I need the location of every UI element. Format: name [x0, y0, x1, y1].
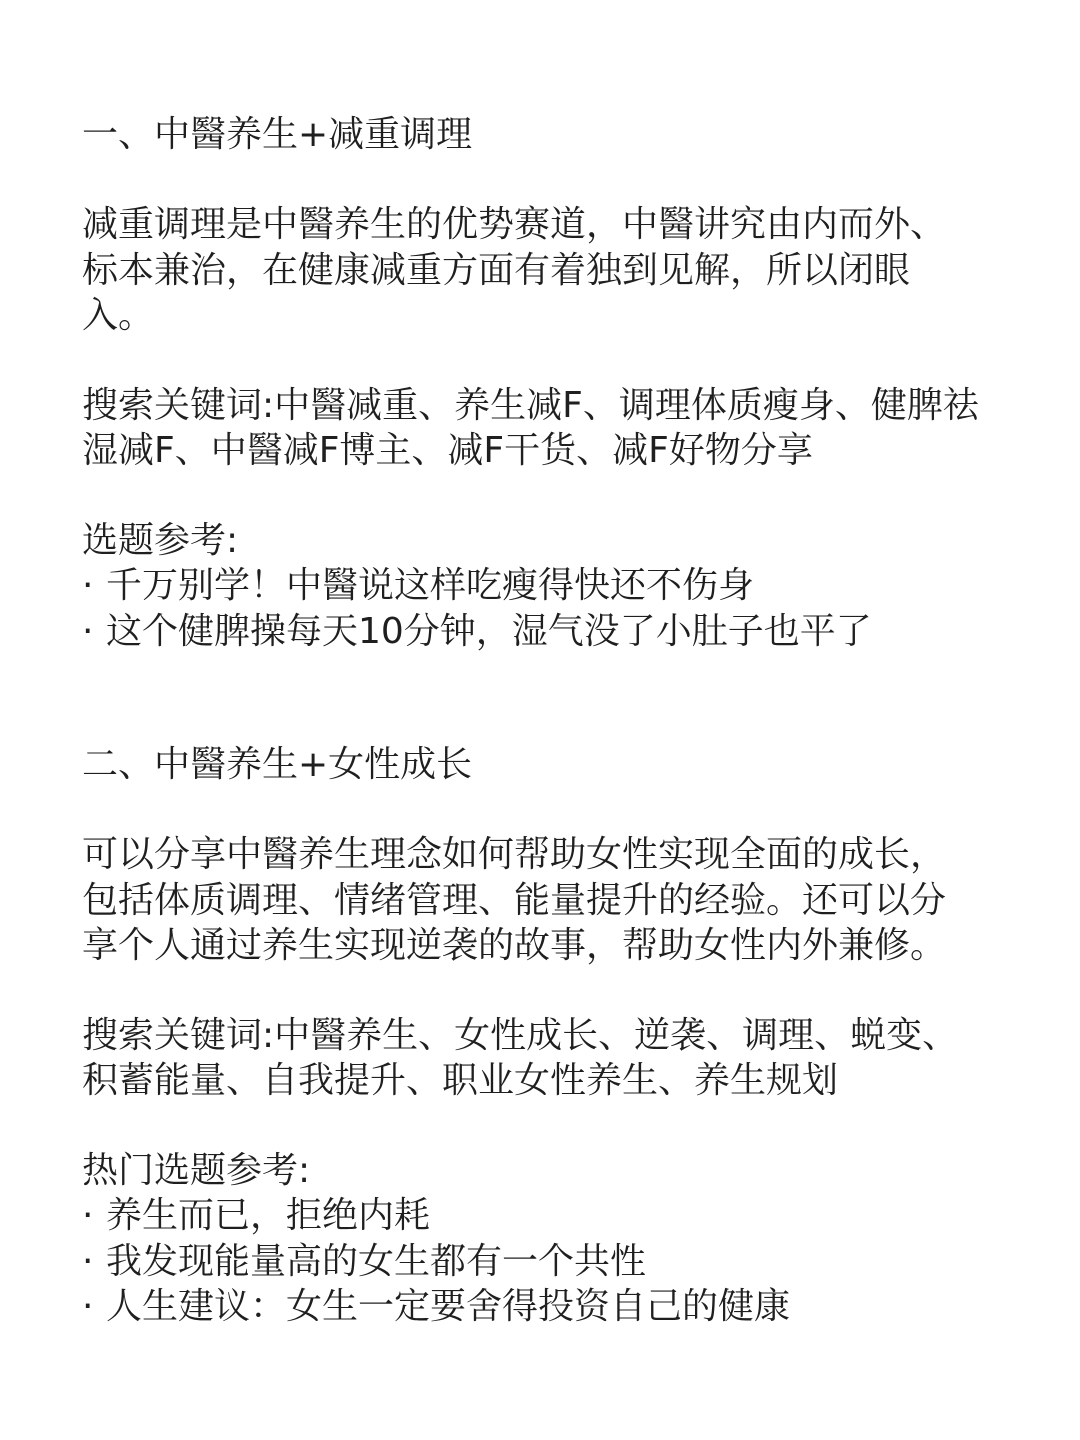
list-item [82, 563, 1008, 609]
list-item [82, 1193, 1008, 1239]
topic-list [82, 563, 1008, 654]
bullet-dot: · [82, 1240, 94, 1282]
topics-label: 热门选题参考: [82, 1149, 311, 1191]
topic-list [82, 1193, 1008, 1330]
section-weight-loss [82, 112, 1008, 654]
topic-text: 我发现能量高的女生都有一个共性 [106, 1240, 647, 1282]
list-item [82, 1239, 1008, 1285]
section-intro: 可以分享中醫养生理念如何帮助女性实现全面的成长， 包括体质调理、情绪管理、能量提升的经验。还可以分 享个人通过养生实现逆袭的故事，帮助女性内外兼修。 [82, 834, 947, 966]
search-keywords: 搜索关键词:中醫减重、养生减F、调理体质瘦身、健脾祛 湿减F、中醫减F博主、减F干货、减F好物分享 [82, 384, 979, 471]
section-heading: 一、中醫养生+减重调理 [82, 114, 473, 155]
section-intro: 减重调理是中醫养生的优势赛道，中醫讲究由内而外、 标本兼治，在健康减重方面有着独到见解，所以闭眼 入。 [82, 204, 947, 336]
section-female-growth [82, 742, 1008, 1330]
bullet-dot: · [82, 1195, 94, 1236]
list-item [82, 609, 1008, 655]
topic-text: 千万别学！中醫说这样吃瘦得快还不伤身 [106, 565, 755, 606]
section-heading: 二、中醫养生+女性成长 [82, 744, 473, 785]
list-item [82, 1284, 1008, 1330]
topic-text: 养生而已，拒绝内耗 [106, 1195, 431, 1236]
search-keywords: 搜索关键词:中醫养生、女性成长、逆袭、调理、蜕变、 积蓄能量、自我提升、职业女性养生、养生规划 [82, 1014, 959, 1101]
bullet-dot: · [82, 610, 94, 652]
topics-label: 选题参考: [82, 519, 239, 561]
bullet-dot: · [82, 1286, 94, 1327]
topic-text: 这个健脾操每天10分钟，湿气没了小肚子也平了 [106, 610, 872, 652]
bullet-dot: · [82, 565, 94, 606]
topic-text: 人生建议：女生一定要舍得投资自己的健康 [106, 1286, 791, 1327]
